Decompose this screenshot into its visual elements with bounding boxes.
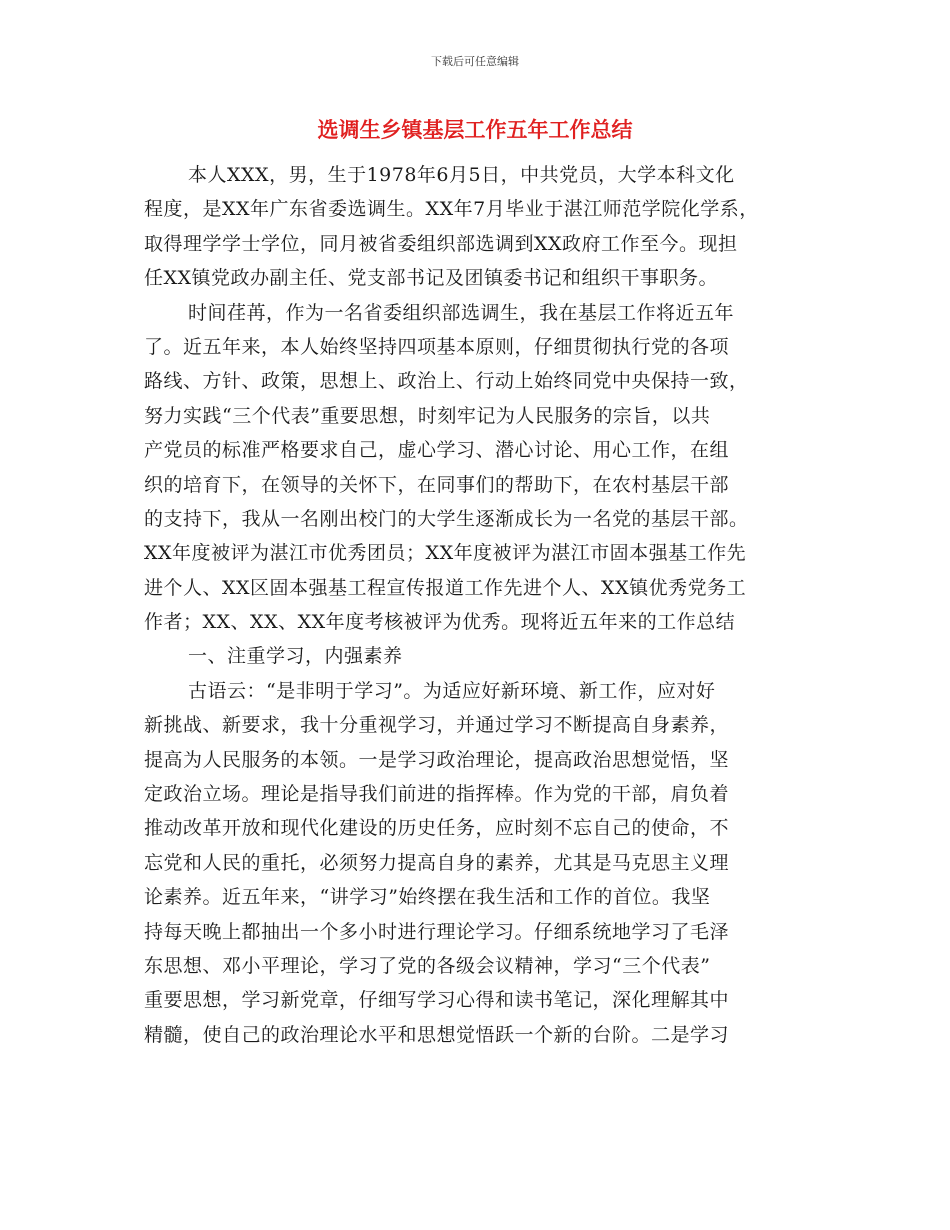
body-line: 产党员的标准严格要求自己，虚心学习、潜心讨论、用心工作，在组 [144, 439, 730, 462]
body-line: 论素养。近五年来，“讲学习”始终摆在我生活和工作的首位。我坚 [144, 886, 711, 909]
document-body [144, 158, 804, 1052]
body-line: 东思想、邓小平理论，学习了党的各级会议精神，学习“三个代表” [144, 954, 711, 977]
body-line: 织的培育下，在领导的关怀下，在同事们的帮助下，在农村基层干部 [144, 473, 730, 496]
body-line: 古语云：“是非明于学习”。为适应好新环境、新工作，应对好 [188, 679, 716, 702]
body-line: 了。近五年来，本人始终坚持四项基本原则，仔细贯彻执行党的各项 [144, 335, 730, 358]
header-note: 下载后可任意编辑 [431, 55, 519, 68]
body-line: 作者；XX、XX、XX年度考核被评为优秀。现将近五年来的工作总结 [144, 611, 736, 634]
body-line: 重要思想，学习新党章，仔细写学习心得和读书笔记，深化理解其中 [144, 989, 730, 1012]
body-line: 时间荏苒，作为一名省委组织部选调生，我在基层工作将近五年 [188, 301, 735, 324]
body-line: 忘党和人民的重托，必须努力提高自身的素养，尤其是马克思主义理 [144, 851, 730, 874]
body-line: 定政治立场。理论是指导我们前进的指挥棒。作为党的干部，肩负着 [144, 783, 730, 806]
body-line: 推动改革开放和现代化建设的历史任务，应时刻不忘自己的使命，不 [144, 817, 730, 840]
document-title: 选调生乡镇基层工作五年工作总结 [317, 118, 633, 142]
body-line: XX年度被评为湛江市优秀团员；XX年度被评为湛江市固本强基工作先 [144, 542, 747, 565]
body-line: 本人XXX，男，生于1978年6月5日，中共党员，大学本科文化 [188, 164, 735, 186]
body-line: 取得理学学士学位，同月被省委组织部选调到XX政府工作至今。现担 [144, 232, 738, 255]
body-line: 的支持下，我从一名刚出校门的大学生逐渐成长为一名党的基层干部。 [144, 507, 749, 530]
body-line: 进个人、XX区固本强基工程宣传报道工作先进个人、XX镇优秀党务工 [144, 576, 747, 599]
body-line: 新挑战、新要求，我十分重视学习，并通过学习不断提高自身素养， [144, 714, 730, 737]
body-line: 持每天晚上都抽出一个多小时进行理论学习。仔细系统地学习了毛泽 [144, 920, 730, 943]
body-line: 任XX镇党政办副主任、党支部书记及团镇委书记和组织干事职务。 [144, 267, 719, 290]
body-line: 精髓，使自己的政治理论水平和思想觉悟跃一个新的台阶。二是学习 [144, 1023, 730, 1046]
body-line: 一、注重学习，内强素养 [188, 645, 403, 668]
body-line: 努力实践“三个代表”重要思想，时刻牢记为人民服务的宗旨，以共 [144, 404, 711, 427]
body-line: 提高为人民服务的本领。一是学习政治理论，提高政治思想觉悟，坚 [144, 748, 730, 771]
body-line: 路线、方针、政策，思想上、政治上、行动上始终同党中央保持一致， [144, 370, 749, 393]
body-line: 程度，是XX年广东省委选调生。XX年7月毕业于湛江师范学院化学系， [144, 198, 759, 221]
